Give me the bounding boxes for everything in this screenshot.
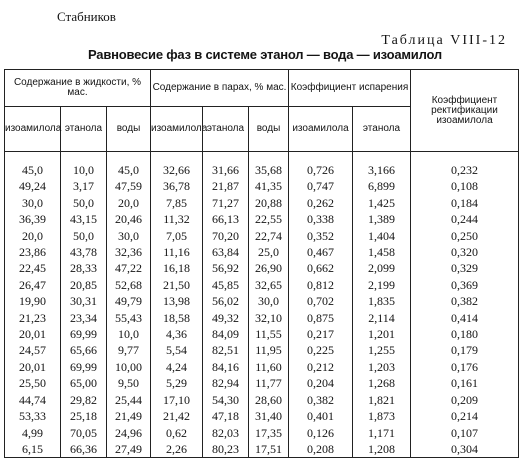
table-cell: 52,68 (115, 277, 142, 292)
table-cell: 0,702 (307, 294, 334, 309)
table-cell: 56,02 (212, 294, 239, 309)
data-table (4, 69, 519, 458)
subheader-vapor-ethanol: этанола (203, 107, 249, 152)
table-cell: 82,94 (212, 376, 239, 391)
table-cell: 4,24 (166, 359, 187, 374)
table-cell: 35,68 (255, 163, 282, 177)
table-cell: 66,13 (212, 212, 239, 227)
column-evap-coef-ethanol (353, 162, 411, 458)
table-cell: 29,82 (70, 392, 97, 407)
table-cell: 10,0 (73, 163, 94, 177)
table-cell: 5,54 (166, 343, 187, 358)
table-cell: 1,208 (368, 441, 395, 456)
table-cell: 11,32 (163, 212, 190, 227)
table-cell: 3,166 (368, 163, 395, 177)
group-header-liquid: Содержание в жидкости, % мас. (5, 70, 151, 107)
table-cell: 0,214 (451, 409, 478, 424)
table-cell: 26,90 (255, 261, 282, 276)
table-cell: 0,244 (451, 212, 478, 227)
table-cell: 0,184 (451, 195, 478, 210)
table-cell: 44,74 (19, 392, 46, 407)
table-cell: 2,099 (368, 261, 395, 276)
table-cell: 41,35 (255, 179, 282, 194)
table-cell: 0,320 (451, 245, 478, 260)
table-cell: 50,0 (73, 228, 94, 243)
table-cell: 9,77 (118, 343, 139, 358)
table-cell: 22,74 (255, 228, 282, 243)
table-cell: 45,0 (118, 163, 139, 177)
table-cell: 10,0 (118, 327, 139, 342)
table-cell: 0,204 (307, 376, 334, 391)
table-cell: 28,60 (255, 392, 282, 407)
table-cell: 11,95 (255, 343, 282, 358)
table-cell: 1,835 (368, 294, 395, 309)
table-cell: 24,96 (115, 425, 142, 440)
table-cell: 45,85 (212, 277, 239, 292)
table-cell: 31,40 (255, 409, 282, 424)
table-cell: 66,36 (70, 441, 97, 456)
table-cell: 53,33 (19, 409, 46, 424)
table-cell: 0,382 (307, 392, 334, 407)
table-cell: 0,467 (307, 245, 334, 260)
table-cell: 1,389 (368, 212, 395, 227)
table-cell: 2,114 (368, 310, 395, 325)
table-body (5, 152, 519, 458)
table-cell: 25,50 (19, 376, 46, 391)
table-cell: 17,51 (255, 441, 282, 456)
table-cell: 18,58 (163, 310, 190, 325)
subheader-vapor-isoamylol: изоамилола (151, 107, 203, 152)
group-header-evaporation-coef: Коэффициент испарения (289, 70, 411, 107)
table-cell: 25,18 (70, 409, 97, 424)
table-cell: 0,208 (307, 441, 334, 456)
table-cell: 47,22 (115, 261, 142, 276)
table-cell: 0,812 (307, 277, 334, 292)
table-cell: 11,77 (255, 376, 282, 391)
table-cell: 20,0 (22, 228, 43, 243)
table-cell: 28,33 (70, 261, 97, 276)
table-cell: 65,66 (70, 343, 97, 358)
table-cell: 50,0 (73, 195, 94, 210)
table-cell: 7,85 (166, 195, 187, 210)
table-cell: 0,176 (451, 359, 478, 374)
table-cell: 21,42 (163, 409, 190, 424)
table-cell: 82,03 (212, 425, 239, 440)
table-cell: 30,0 (258, 294, 279, 309)
table-cell: 1,203 (368, 359, 395, 374)
table-cell: 70,20 (212, 228, 239, 243)
table-cell: 65,00 (70, 376, 97, 391)
table-cell: 30,31 (70, 294, 97, 309)
table-cell: 32,36 (115, 245, 142, 260)
table-cell: 0,414 (451, 310, 478, 325)
table-cell: 20,88 (255, 195, 282, 210)
table-cell: 47,18 (212, 409, 239, 424)
table-cell: 32,10 (255, 310, 282, 325)
table-cell: 36,78 (163, 179, 190, 194)
table-cell: 0,232 (451, 163, 478, 177)
table-cell: 0,217 (307, 327, 334, 342)
table-cell: 43,78 (70, 245, 97, 260)
table-cell: 3,17 (73, 179, 94, 194)
table-cell: 25,44 (115, 392, 142, 407)
table-cell: 70,05 (70, 425, 97, 440)
table-cell: 4,99 (22, 425, 43, 440)
table-cell: 56,92 (212, 261, 239, 276)
table-cell: 24,57 (19, 343, 46, 358)
table-cell: 0,875 (307, 310, 334, 325)
table-cell: 27,49 (115, 441, 142, 456)
table-cell: 6,15 (22, 441, 43, 456)
table-cell: 21,23 (19, 310, 46, 325)
table-cell: 49,79 (115, 294, 142, 309)
table-cell: 0,250 (451, 228, 478, 243)
table-cell: 1,255 (368, 343, 395, 358)
table-cell: 25,0 (258, 245, 279, 260)
table-cell: 1,873 (368, 409, 395, 424)
table-cell: 2,199 (368, 277, 395, 292)
table-cell: 43,15 (70, 212, 97, 227)
table-cell: 16,18 (163, 261, 190, 276)
table-cell: 80,23 (212, 441, 239, 456)
column-liquid-isoamylol (5, 162, 61, 458)
table-cell: 7,05 (166, 228, 187, 243)
table-cell: 49,32 (212, 310, 239, 325)
column-vapor-ethanol (203, 162, 249, 458)
table-cell: 1,458 (368, 245, 395, 260)
table-cell: 0,369 (451, 277, 478, 292)
table-cell: 0,225 (307, 343, 334, 358)
table-cell: 69,99 (70, 327, 97, 342)
table-cell: 0,62 (166, 425, 187, 440)
column-liquid-ethanol (61, 162, 107, 458)
table-cell: 0,108 (451, 179, 478, 194)
table-cell: 2,26 (166, 441, 187, 456)
table-cell: 84,16 (212, 359, 239, 374)
column-vapor-water (249, 162, 289, 458)
table-cell: 21,50 (163, 277, 190, 292)
table-cell: 23,86 (19, 245, 46, 260)
subheader-coef-isoamylol: изоамилола (289, 107, 353, 152)
table-cell: 0,161 (451, 376, 478, 391)
table-cell: 32,65 (255, 277, 282, 292)
table-cell: 0,352 (307, 228, 334, 243)
table-cell: 0,747 (307, 179, 334, 194)
table-cell: 26,47 (19, 277, 46, 292)
table-cell: 0,209 (451, 392, 478, 407)
table-cell: 0,382 (451, 294, 478, 309)
table-cell: 30,0 (118, 228, 139, 243)
table-cell: 0,401 (307, 409, 334, 424)
table-cell: 30,0 (22, 195, 43, 210)
table-cell: 0,180 (451, 327, 478, 342)
table-cell: 0,726 (307, 163, 334, 177)
group-header-rectification-coef: Коэффициент ректификации изоамилола (411, 70, 519, 152)
table-cell: 0,212 (307, 359, 334, 374)
table-cell: 31,66 (212, 163, 239, 177)
table-cell: 0,262 (307, 195, 334, 210)
table-cell: 55,43 (115, 310, 142, 325)
table-cell: 1,171 (368, 425, 395, 440)
table-cell: 20,0 (118, 195, 139, 210)
subheader-vapor-water: воды (249, 107, 289, 152)
author-name: Стабников (57, 9, 116, 24)
phase-equilibrium-table (4, 69, 518, 456)
table-cell: 0,329 (451, 261, 478, 276)
subheader-liquid-water: воды (107, 107, 151, 152)
column-liquid-water (107, 162, 151, 458)
table-columns-row (5, 162, 519, 458)
table-cell: 4,36 (166, 327, 187, 342)
table-cell: 21,49 (115, 409, 142, 424)
column-vapor-isoamylol (151, 162, 203, 458)
column-rectification-coef (411, 162, 519, 458)
table-cell: 32,66 (163, 163, 190, 177)
subheader-coef-ethanol: этанола (353, 107, 411, 152)
table-cell: 22,55 (255, 212, 282, 227)
table-cell: 0,107 (451, 425, 478, 440)
table-cell: 23,34 (70, 310, 97, 325)
table-cell: 84,09 (212, 327, 239, 342)
table-cell: 47,59 (115, 179, 142, 194)
table-cell: 45,0 (22, 163, 43, 177)
table-cell: 11,60 (255, 359, 282, 374)
table-cell: 17,35 (255, 425, 282, 440)
table-cell: 69,99 (70, 359, 97, 374)
table-cell: 1,268 (368, 376, 395, 391)
table-cell: 17,10 (163, 392, 190, 407)
table-cell: 71,27 (212, 195, 239, 210)
table-cell: 36,39 (19, 212, 46, 227)
table-cell: 19,90 (19, 294, 46, 309)
table-cell: 10,00 (115, 359, 142, 374)
table-cell: 1,821 (368, 392, 395, 407)
table-cell: 20,46 (115, 212, 142, 227)
table-cell: 0,338 (307, 212, 334, 227)
column-evap-coef-isoamylol (289, 162, 353, 458)
table-number: Таблица VIII-12 (381, 33, 507, 48)
table-cell: 0,126 (307, 425, 334, 440)
table-cell: 20,85 (70, 277, 97, 292)
table-cell: 5,29 (166, 376, 187, 391)
table-cell: 82,51 (212, 343, 239, 358)
table-cell: 11,55 (255, 327, 282, 342)
table-cell: 63,84 (212, 245, 239, 260)
group-header-vapor: Содержание в парах, % мас. (151, 70, 289, 107)
subheader-liquid-isoamylol: изоамилола (5, 107, 61, 152)
table-cell: 11,16 (163, 245, 190, 260)
table-cell: 21,87 (212, 179, 239, 194)
table-cell: 20,01 (19, 327, 46, 342)
subheader-liquid-ethanol: этанола (61, 107, 107, 152)
table-title: Равновесие фаз в системе этанол — вода — изоамилол (88, 47, 442, 62)
table-cell: 9,50 (118, 376, 139, 391)
table-cell: 1,404 (368, 228, 395, 243)
table-cell: 49,24 (19, 179, 46, 194)
table-cell: 0,662 (307, 261, 334, 276)
table-cell: 0,304 (451, 441, 478, 456)
table-cell: 0,179 (451, 343, 478, 358)
table-cell: 1,425 (368, 195, 395, 210)
table-cell: 54,30 (212, 392, 239, 407)
table-cell: 22,45 (19, 261, 46, 276)
table-cell: 6,899 (368, 179, 395, 194)
table-cell: 1,201 (368, 327, 395, 342)
table-cell: 13,98 (163, 294, 190, 309)
table-cell: 20,01 (19, 359, 46, 374)
